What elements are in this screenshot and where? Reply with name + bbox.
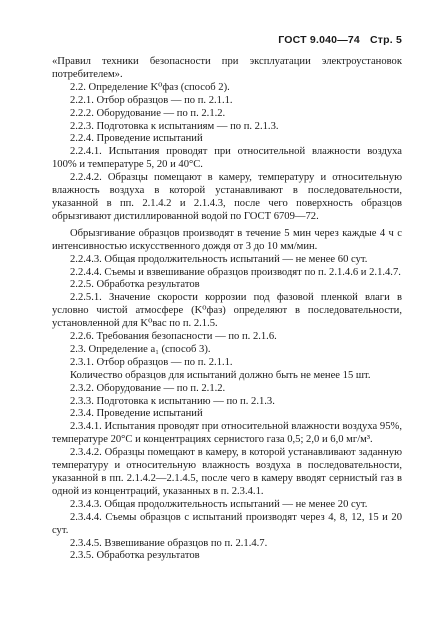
standard-number: ГОСТ 9.040—74 [278, 34, 360, 46]
paragraph-18: 2.3.3. Подготовка к испытанию — по п. 2.1.3. [70, 395, 275, 407]
document-body [52, 56, 402, 563]
paragraph-0: «Правил техники безопасности при эксплуатации электроустановок потребителем». [52, 56, 402, 80]
paragraph-5: 2.2.4. Проведение испытаний [70, 133, 203, 145]
paragraph-7: 2.2.4.2. Образцы помещают в камеру, температуру и относительную влажность воздуха в которой устанавливают в последовательности, указанной в пп. 2.1.4.2 и 2.1.4.3, после чего поверхность образцов обрызгивают дистиллированной водой по ГОСТ 6709—72. [52, 172, 402, 222]
paragraph-8: Обрызгивание образцов производят в течение 5 мин через каждые 4 ч с интенсивностью искусственного дождя от 3 до 10 мм/мин. [52, 227, 402, 252]
paragraph-21: 2.3.4.2. Образцы помещают в камеру, в которой устанавливают заданную температуру и относительную влажность воздуха в последовательности, указанной в пп. 2.1.4.2—2.1.4.5, после чего в камеру вводят сернистый газ в одной из концентраций, указанных в п. 2.3.4.1. [52, 447, 402, 497]
paragraph-3: 2.2.2. Оборудование — по п. 2.1.2. [70, 107, 226, 119]
paragraph-23: 2.3.4.4. Съемы образцов с испытаний производят через 4, 8, 12, 15 и 20 сут. [52, 511, 402, 536]
paragraph-17: 2.3.2. Оборудование — по п. 2.1.2. [70, 382, 226, 394]
paragraph-15: 2.3.1. Отбор образцов — по п. 2.1.1. [70, 356, 233, 368]
paragraph-25: 2.3.5. Обработка результатов [70, 550, 200, 562]
paragraph-14: 2.3. Определение a₁ (способ 3). [70, 343, 211, 355]
paragraph-1: 2.2. Определение K⁰фаз (способ 2). [70, 81, 230, 93]
paragraph-6: 2.2.4.1. Испытания проводят при относительной влажности воздуха 100% и температуре 5, 20 и 40°С. [52, 146, 402, 171]
paragraph-11: 2.2.5. Обработка результатов [70, 279, 200, 291]
paragraph-2: 2.2.1. Отбор образцов — по п. 2.1.1. [70, 94, 233, 106]
paragraph-9: 2.2.4.3. Общая продолжительность испытаний — не менее 60 сут. [70, 253, 368, 265]
page-number: Стр. 5 [369, 34, 402, 46]
paragraph-19: 2.3.4. Проведение испытаний [70, 408, 203, 420]
paragraph-22: 2.3.4.3. Общая продолжительность испытаний — не менее 20 сут. [70, 498, 368, 510]
paragraph-16: Количество образцов для испытаний должно быть не менее 15 шт. [70, 369, 371, 381]
paragraph-4: 2.2.3. Подготовка к испытаниям — по п. 2.1.3. [70, 120, 279, 132]
page-header [268, 34, 402, 46]
paragraph-24: 2.3.4.5. Взвешивание образцов по п. 2.1.4.7. [70, 537, 268, 549]
paragraph-20: 2.3.4.1. Испытания проводят при относительной влажности воздуха 95%, температуре 20°С и концентрациях сернистого газа 0,5; 2,0 и 6,0 мг/м³. [52, 421, 402, 446]
paragraph-10: 2.2.4.4. Съемы и взвешивание образцов производят по п. 2.1.4.6 и 2.1.4.7. [70, 266, 401, 278]
paragraph-13: 2.2.6. Требования безопасности — по п. 2.1.6. [70, 331, 277, 343]
paragraph-12: 2.2.5.1. Значение скорости коррозии под фазовой пленкой влаги в условно чистой атмосфере (K⁰фаз) определяют в последовательности, установленной для K⁰вас по п. 2.1.5. [52, 292, 402, 330]
